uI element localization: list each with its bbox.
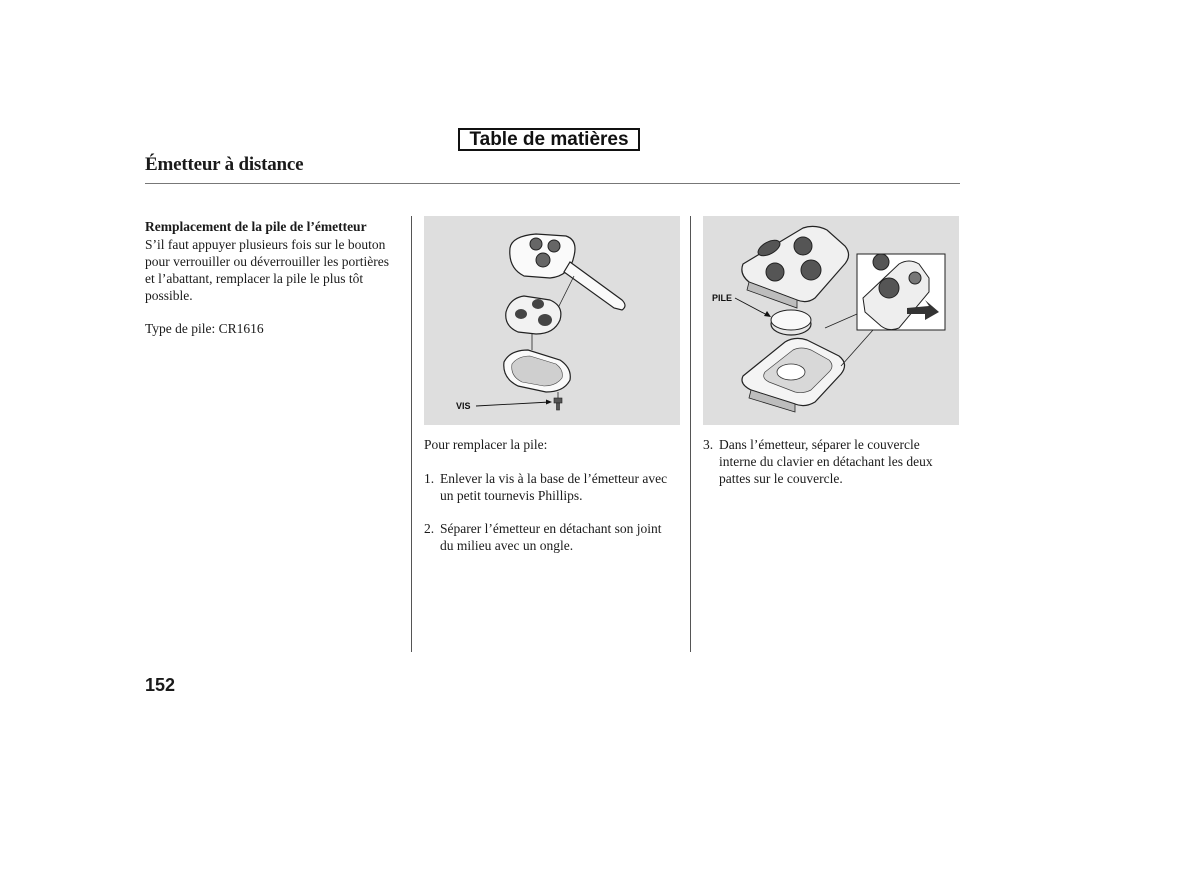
battery-label: PILE (712, 293, 733, 303)
column-divider-right (690, 216, 691, 652)
battery-replacement-illustration (703, 216, 959, 425)
battery-slot (777, 364, 805, 380)
paragraph-line: et l’abattant, remplacer la pile le plus tôt (145, 271, 364, 286)
step-line: Séparer l’émetteur en détachant son joint (440, 521, 662, 536)
key-button (548, 240, 560, 252)
key-button (536, 253, 550, 267)
zoom-guide-line (841, 330, 873, 366)
step-text (440, 520, 662, 554)
battery-warning-paragraph (145, 236, 389, 304)
paragraph-line: pour verrouiller ou déverrouiller les portières (145, 254, 390, 269)
step-line: Dans l’émetteur, séparer le couvercle (719, 437, 920, 452)
screw-callout-line (476, 402, 550, 406)
keypad-button (794, 237, 812, 255)
inset-button (909, 272, 921, 284)
step-number: 2. (424, 521, 435, 536)
list-item (703, 436, 959, 487)
step-text (440, 470, 667, 504)
step-line: un petit tournevis Phillips. (440, 488, 583, 503)
key-button (530, 238, 542, 250)
step-number: 1. (424, 471, 435, 486)
keypad-button (766, 263, 784, 281)
list-item (424, 520, 690, 554)
callout-arrowhead (546, 400, 552, 405)
table-of-contents-button[interactable]: Table de matières (458, 128, 640, 151)
section-heading: Remplacement de la pile de l’émetteur (145, 219, 367, 234)
battery-type: Type de pile: CR1616 (145, 321, 264, 336)
zoom-guide-line (825, 314, 857, 328)
key-exploded-illustration (424, 216, 680, 425)
paragraph-line: possible. (145, 288, 193, 303)
transmitter-button (515, 309, 527, 319)
figure-battery-replacement-view (703, 216, 959, 425)
transmitter-button (532, 299, 544, 309)
screw-head (554, 398, 562, 403)
page-number: 152 (145, 675, 176, 695)
battery-callout-line (735, 298, 769, 316)
step-line: du milieu avec un ongle. (440, 538, 574, 553)
inset-button (879, 278, 899, 298)
step-line: Enlever la vis à la base de l’émetteur avec (440, 471, 668, 486)
list-item (424, 470, 690, 504)
page-title: Émetteur à distance (145, 154, 304, 175)
steps-intro: Pour remplacer la pile: (424, 437, 548, 452)
screw-label: VIS (456, 401, 471, 411)
column-divider-left (411, 216, 412, 652)
step-line: interne du clavier en détachant les deux (719, 454, 933, 469)
transmitter-button (538, 314, 552, 326)
paragraph-line: S’il faut appuyer plusieurs fois sur le bouton (145, 237, 386, 252)
figure-key-exploded-view (424, 216, 680, 425)
inset-button (873, 254, 889, 270)
key-blade (564, 262, 625, 310)
step-line: pattes sur le couvercle. (719, 471, 843, 486)
screw-shaft (557, 403, 560, 410)
title-divider (145, 183, 960, 184)
keypad-button (801, 260, 821, 280)
step-text (719, 436, 933, 487)
step-number: 3. (703, 437, 714, 452)
battery-top (771, 310, 811, 330)
